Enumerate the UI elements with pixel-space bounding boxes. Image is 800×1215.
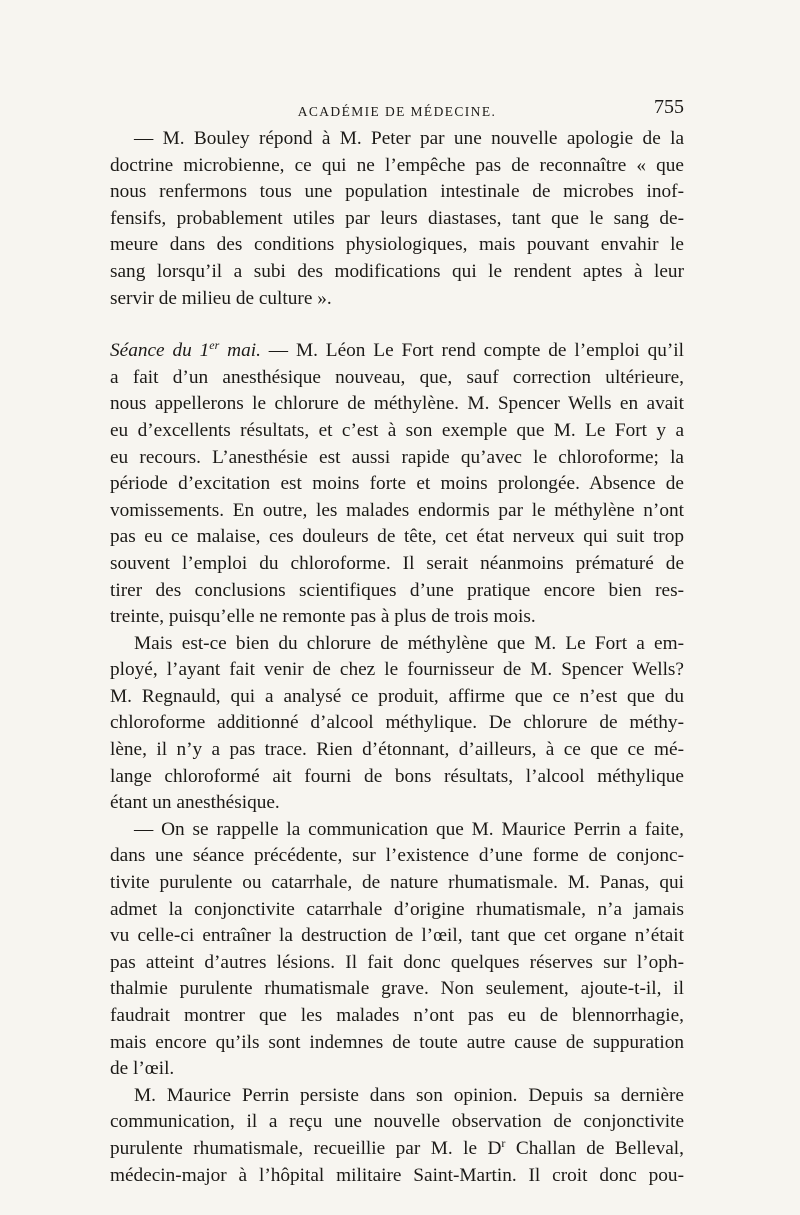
text-run: meure dans des conditions physiologiques, mais pouvant envahir le — [110, 234, 684, 256]
text-line — [110, 179, 684, 206]
text-line — [110, 498, 684, 525]
text-line — [110, 524, 684, 551]
text-run: Mais est-ce bien du chlorure de méthylène que M. Le Fort a em- — [134, 632, 684, 654]
text-line — [110, 445, 684, 472]
superscript: er — [209, 338, 220, 353]
text-run: étant un anesthésique. — [110, 792, 280, 814]
text-run: vomissements. En outre, les malades endormis par le méthylène n’ont — [110, 499, 684, 521]
text-line — [110, 232, 684, 259]
text-run: — On se rappelle la communication que M. Maurice Perrin a faite, — [134, 818, 684, 840]
text-run: faudrait montrer que les malades n’ont pas eu de blennorrhagie, — [110, 1005, 684, 1026]
text-line — [110, 950, 684, 977]
text-run: Challan de Belleval, — [505, 1137, 684, 1159]
text-run: servir de milieu de culture ». — [110, 287, 332, 309]
text-line — [110, 737, 684, 764]
text-line — [110, 126, 684, 153]
text-line — [110, 764, 684, 791]
text-run: eu recours. L’anesthésie est aussi rapide qu’avec le chloroforme; la — [110, 446, 684, 468]
text-run: chloroforme additionné d’alcool méthylique. De chlorure de méthy- — [110, 712, 684, 734]
text-line — [110, 418, 684, 445]
text-line — [110, 817, 684, 844]
text-line — [110, 684, 684, 711]
text-line — [110, 551, 684, 578]
text-run: doctrine microbienne, ce qui ne l’empêche pas de reconnaître « que — [110, 154, 684, 176]
text-run: période d’excitation est moins forte et moins prolongée. Absence de — [110, 473, 684, 495]
text-line — [110, 1003, 684, 1030]
superscript: r — [501, 1135, 506, 1150]
text-run: treinte, puisqu’elle ne remonte pas à plus de trois mois. — [110, 606, 536, 628]
text-line — [110, 1163, 684, 1190]
text-run: vu celle-ci entraîner la destruction de l’œil, tant que cet organe n’était — [110, 925, 684, 947]
text-line — [110, 1136, 684, 1163]
paragraph — [110, 338, 684, 631]
paragraph — [110, 817, 684, 1083]
text-line — [110, 657, 684, 684]
text-run: ployé, l’ayant fait venir de chez le fournisseur de M. Spencer Wells? — [110, 659, 684, 681]
text-run: nous appellerons le chlorure de méthylène. M. Spencer Wells en avait — [110, 393, 684, 415]
text-line — [110, 365, 684, 392]
text-line — [110, 604, 684, 631]
text-run: thalmie purulente rhumatismale grave. Non seulement, ajoute-t-il, il — [110, 978, 684, 1000]
text-line — [110, 1109, 684, 1136]
page-header — [110, 96, 684, 124]
text-line — [110, 471, 684, 498]
text-run: nous renfermons tous une population intestinale de microbes inof- — [110, 181, 684, 203]
text-line — [110, 578, 684, 605]
page-number: 755 — [654, 96, 684, 118]
text-run: de l’œil. — [110, 1058, 175, 1080]
text-run: — M. Bouley répond à M. Peter par une nouvelle apologie de la — [134, 128, 684, 149]
text-run: sang lorsqu’il a subi des modifications qui le rendent aptes à leur — [110, 260, 684, 282]
text-run: a fait d’un anesthésique nouveau, que, sauf correction ultérieure, — [110, 366, 684, 388]
text-run: tivite purulente ou catarrhale, de nature rhumatismale. M. Panas, qui — [110, 872, 684, 894]
text-line — [110, 338, 684, 365]
text-line — [110, 976, 684, 1003]
text-run: fensifs, probablement utiles par leurs diastases, tant que le sang de- — [110, 207, 684, 229]
text-line — [110, 153, 684, 180]
text-run: tirer des conclusions scientifiques d’une pratique encore bien res- — [110, 579, 684, 601]
paragraph — [110, 126, 684, 312]
text-run: admet la conjonctivite catarrhale d’origine rhumatismale, n’a jamais — [110, 898, 684, 920]
text-run: pas eu ce malaise, ces douleurs de tête, cet état nerveux qui suit trop — [110, 526, 684, 548]
body-text — [110, 126, 684, 1189]
text-run: souvent l’emploi du chloroforme. Il serait néanmoins prématuré de — [110, 552, 684, 574]
text-line — [110, 897, 684, 924]
text-run: médecin-major à l’hôpital militaire Saint-Martin. Il croit donc pou- — [110, 1164, 684, 1186]
text-run: communication, il a reçu une nouvelle observation de conjonctivite — [110, 1111, 684, 1133]
text-line — [110, 391, 684, 418]
text-line — [110, 870, 684, 897]
text-run: dans une séance précédente, sur l’existence d’une forme de conjonc- — [110, 845, 684, 867]
text-line — [110, 710, 684, 737]
text-run: — M. Léon Le Fort rend compte de l’emploi qu’il — [260, 340, 684, 362]
text-run: Séance du 1 — [110, 340, 210, 362]
text-line — [110, 923, 684, 950]
text-run: lange chloroformé ait fourni de bons résultats, l’alcool méthylique — [110, 765, 684, 787]
text-run: M. Maurice Perrin persiste dans son opinion. Depuis sa dernière — [134, 1084, 684, 1106]
paragraph — [110, 1083, 684, 1189]
text-line — [110, 631, 684, 658]
running-title: ACADÉMIE DE MÉDECINE. — [297, 104, 497, 119]
text-run: lène, il n’y a pas trace. Rien d’étonnant, d’ailleurs, à ce que ce mé- — [110, 739, 684, 761]
text-line — [110, 1056, 684, 1083]
text-run: eu d’excellents résultats, et c’est à son exemple que M. Le Fort y a — [110, 419, 684, 441]
text-line — [110, 1083, 684, 1110]
text-line — [110, 843, 684, 870]
text-line — [110, 1030, 684, 1057]
text-line — [110, 259, 684, 286]
text-run: purulente rhumatismale, recueillie par M. le D — [110, 1137, 502, 1159]
text-line — [110, 286, 684, 313]
paragraph — [110, 631, 684, 817]
text-run: mais encore qu’ils sont indemnes de toute autre cause de suppuration — [110, 1031, 684, 1053]
paragraph-gap — [110, 312, 684, 338]
text-line — [110, 790, 684, 817]
text-run: M. Regnauld, qui a analysé ce produit, affirme que ce n’est que du — [110, 685, 684, 707]
text-run: pas atteint d’autres lésions. Il fait donc quelques réserves sur l’oph- — [110, 951, 684, 973]
text-run: mai. — [219, 340, 261, 362]
text-line — [110, 206, 684, 233]
